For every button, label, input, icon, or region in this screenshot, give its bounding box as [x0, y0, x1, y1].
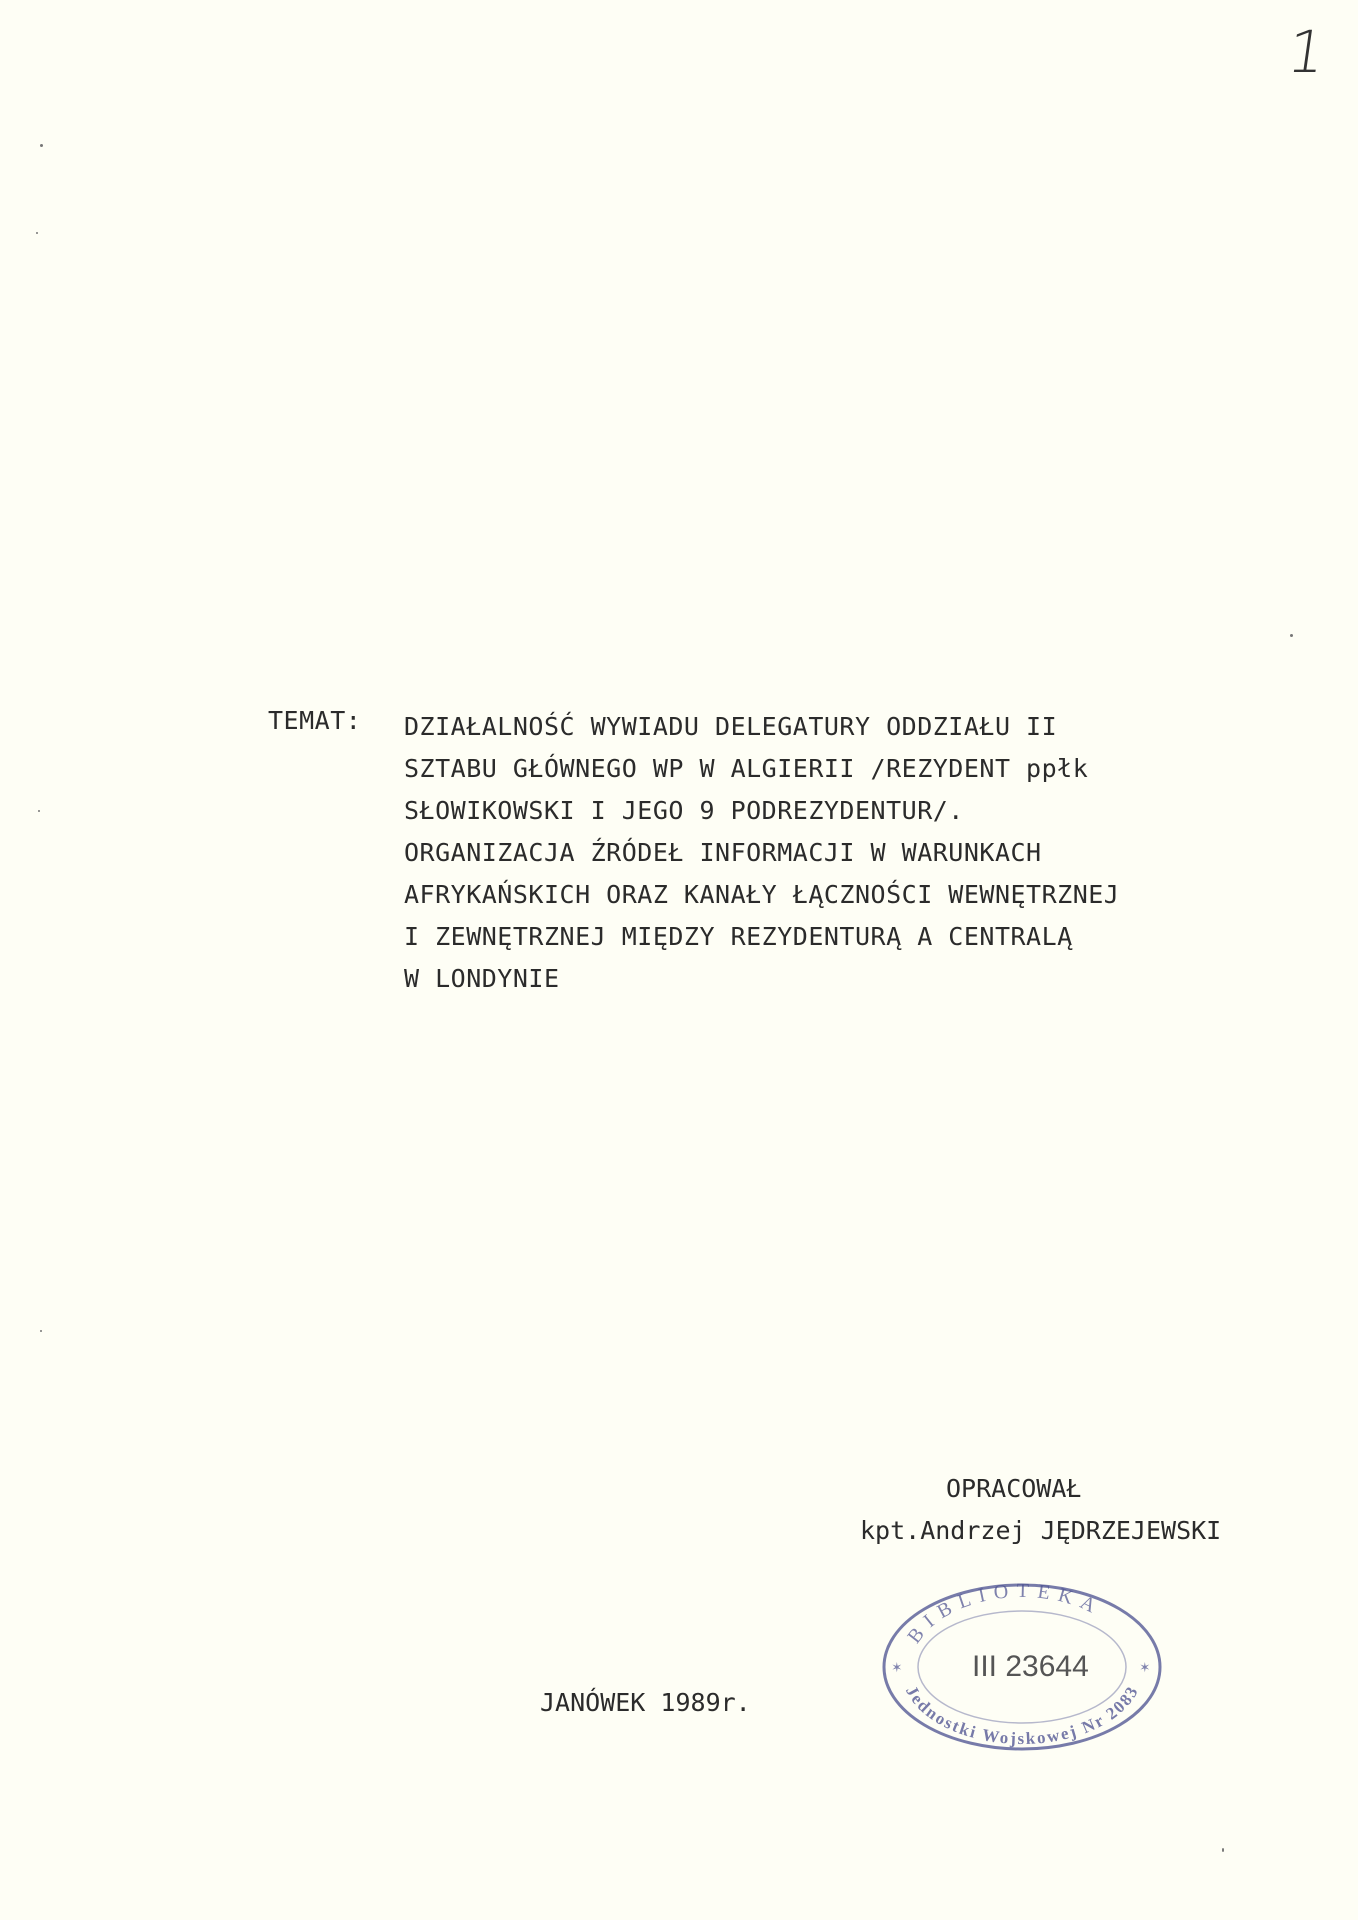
subject-line: DZIAŁALNOŚĆ WYWIADU DELEGATURY ODDZIAŁU II [404, 712, 1058, 741]
paper-speck [1290, 634, 1293, 637]
place-and-date: JANÓWEK 1989r. [540, 1688, 751, 1717]
handwritten-page-number: 1 [1283, 18, 1330, 86]
paper-speck [1222, 1848, 1224, 1852]
prepared-by-label: OPRACOWAŁ [946, 1474, 1082, 1503]
paper-speck [40, 144, 43, 147]
subject-line: AFRYKAŃSKICH ORAZ KANAŁY ŁĄCZNOŚCI WEWNĘTRZNEJ [404, 880, 1120, 909]
svg-text:✶: ✶ [892, 1657, 902, 1676]
author-name: kpt.Andrzej JĘDRZEJEWSKI [860, 1516, 1222, 1545]
svg-text:Jednostki Wojskowej Nr 2083 [902, 1682, 1142, 1748]
subject-label: TEMAT: [268, 706, 362, 735]
subject-text [404, 706, 1204, 1000]
author-block [860, 1468, 1280, 1552]
paper-speck [36, 232, 38, 234]
subject-line: I ZEWNĘTRZNEJ MIĘDZY REZYDENTURĄ A CENTRALĄ [404, 922, 1073, 951]
subject-line: SZTABU GŁÓWNEGO WP W ALGIERII /REZYDENT ppłk [404, 754, 1089, 783]
subject-line: W LONDYNIE [404, 964, 560, 993]
svg-text:✶: ✶ [1140, 1657, 1150, 1676]
paper-speck [38, 810, 40, 812]
subject-line: SŁOWIKOWSKI I JEGO 9 PODREZYDENTUR/. [404, 796, 964, 825]
stamp-graphic [872, 1572, 1172, 1752]
stamp-top-text: BIBLIOTEKA [903, 1579, 1107, 1648]
library-stamp [872, 1572, 1172, 1752]
paper-speck [40, 1330, 42, 1332]
stamp-bottom-text: Jednostki Wojskowej Nr 2083 [901, 1682, 1143, 1749]
subject-line: ORGANIZACJA ŹRÓDEŁ INFORMACJI W WARUNKACH [404, 838, 1042, 867]
stamp-number: III 23644 [972, 1650, 1089, 1683]
